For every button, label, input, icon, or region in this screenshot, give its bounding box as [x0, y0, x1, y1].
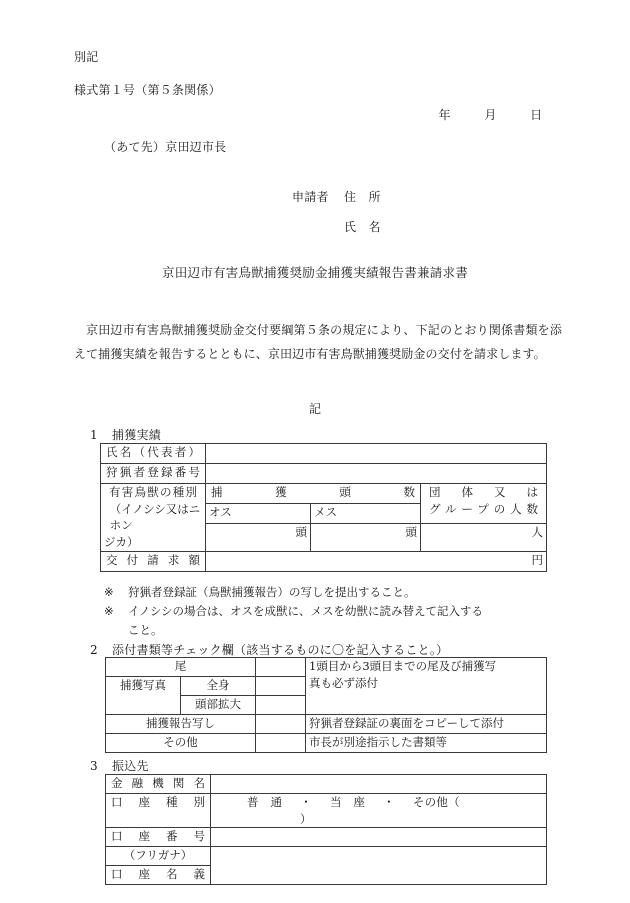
account-type-separator: ・: [383, 795, 395, 809]
species-label-line3: ジカ）: [104, 535, 139, 550]
account-type-separator: ・: [300, 795, 312, 809]
table-row: [106, 847, 547, 866]
furigana-label-cell: （フリガナ）: [106, 847, 211, 866]
group-count-unit: 人: [531, 525, 544, 540]
table-row: [101, 444, 547, 464]
capture-report-copy-note-cell: 狩猟者登録証の裏面をコピーして添付: [306, 715, 547, 734]
group-header-line1: 団体又は: [429, 485, 539, 499]
male-count-unit: 頭: [295, 525, 307, 540]
amount-label-cell: 交付請求額: [101, 551, 206, 571]
group-count-header: [421, 484, 547, 524]
table-row: [106, 775, 547, 794]
female-label-cell: メス: [311, 504, 421, 524]
section-2-number: 2: [90, 643, 98, 657]
table-row: [101, 551, 547, 571]
note-mark-icon: ※: [104, 585, 114, 599]
photo-note-line2: 真も必ず添付: [309, 675, 378, 690]
note-item: [104, 584, 554, 602]
note-item: [104, 603, 554, 621]
full-body-label-cell: 全身: [181, 677, 256, 696]
species-label-cell: [101, 484, 206, 552]
account-holder-label-cell: 口座名義: [106, 866, 211, 885]
section-2-heading: [90, 641, 448, 658]
photo-note-cell: [306, 658, 547, 715]
bank-name-label-cell: 金融機関名: [106, 775, 211, 794]
section-1-title: 捕獲実績: [112, 428, 161, 442]
head-closeup-check-cell[interactable]: [256, 696, 306, 715]
male-label-cell: オス: [206, 504, 311, 524]
name-label-cell: 氏名（代表者）: [101, 444, 206, 464]
head-closeup-label-cell: 頭部拡大: [181, 696, 256, 715]
account-type-options-cell[interactable]: [211, 794, 547, 828]
applicant-address-label: 住 所: [344, 190, 381, 204]
full-body-check-cell[interactable]: [256, 677, 306, 696]
ki-marker: 記: [308, 402, 321, 416]
addressee: （あて先）京田辺市長: [104, 140, 227, 154]
table-row: [106, 794, 547, 828]
section-1-number: 1: [90, 428, 98, 442]
table-row: [106, 828, 547, 847]
applicant-label: 申請者: [292, 190, 329, 204]
applicant-name-row: [292, 218, 381, 235]
other-label-cell: その他: [106, 734, 256, 753]
other-check-cell[interactable]: [256, 734, 306, 753]
bank-transfer-table: [105, 774, 547, 885]
capture-results-table: [100, 443, 547, 572]
account-type-current[interactable]: 当 座: [329, 795, 366, 809]
annex-label: 別記: [74, 50, 99, 64]
note-continuation: こと。: [128, 622, 163, 637]
table-row: [101, 484, 547, 504]
species-label-line1: 有害鳥獣の種別: [109, 485, 197, 499]
account-number-label-cell: 口座番号: [106, 828, 211, 847]
amount-unit: 円: [531, 552, 544, 567]
table-row: [106, 658, 547, 677]
hunter-number-input-cell[interactable]: [206, 464, 547, 484]
date-year-label: 年: [438, 108, 451, 122]
group-count-input-cell[interactable]: [421, 524, 547, 551]
amount-input-cell[interactable]: [206, 551, 547, 571]
female-count-input-cell[interactable]: [311, 524, 421, 551]
section-3-title: 振込先: [112, 759, 149, 773]
account-type-other[interactable]: その他（: [412, 795, 460, 809]
species-label-line2: （イノシシ又はニホン: [109, 501, 201, 533]
section-3-number: 3: [90, 759, 98, 773]
table-row: [106, 734, 547, 753]
photo-note-line1: 1頭目から3頭目までの尾及び捕獲写: [309, 659, 497, 673]
date-month-label: 月: [484, 108, 497, 122]
note-text: イノシシの場合は、オスを成獣に、メスを幼獣に読み替えて記入する: [128, 603, 483, 618]
other-note-cell: 市長が別途指示した書類等: [306, 734, 547, 753]
applicant-address-row: [292, 188, 381, 205]
note-mark-icon: ※: [104, 603, 114, 618]
table-row: [106, 715, 547, 734]
applicant-name-label: 氏 名: [344, 220, 381, 234]
account-number-input-cell[interactable]: [211, 828, 547, 847]
capture-photo-label-cell: 捕獲写真: [106, 677, 181, 715]
hunter-number-label-cell: 狩猟者登録番号: [101, 464, 206, 484]
page-title: 京田辺市有害鳥獣捕獲奨励金捕獲実績報告書兼請求書: [161, 265, 468, 280]
bank-name-input-cell[interactable]: [211, 775, 547, 794]
date-day-label: 日: [530, 108, 543, 122]
account-type-other-close: ）: [300, 811, 312, 826]
form-number: 様式第１号（第５条関係）: [74, 83, 221, 97]
male-count-input-cell[interactable]: [206, 524, 311, 551]
attachment-checklist-table: [105, 657, 547, 753]
account-holder-input-cell[interactable]: [211, 847, 547, 885]
group-header-line2: グループの人数: [429, 501, 539, 516]
note-text: 狩猟者登録証（鳥獣捕獲報告）の写しを提出すること。: [128, 585, 416, 599]
female-count-unit: 頭: [405, 525, 417, 540]
account-type-ordinary[interactable]: 普 通: [247, 795, 283, 809]
name-input-cell[interactable]: [206, 444, 547, 464]
section-3-heading: [90, 757, 149, 774]
tail-check-cell[interactable]: [256, 658, 306, 677]
header-block: [74, 48, 564, 114]
section-2-title: 添付書類等チェック欄（該当するものに〇を記入すること。）: [112, 643, 449, 657]
section-1-heading: [90, 426, 161, 443]
capture-report-copy-label-cell: 捕獲報告写し: [106, 715, 256, 734]
capture-count-header: 捕獲頭数: [206, 484, 421, 504]
applicant-block: [292, 188, 381, 248]
capture-report-copy-check-cell[interactable]: [256, 715, 306, 734]
account-type-label-cell: 口座種別: [106, 794, 211, 828]
date-line: [74, 106, 564, 123]
body-paragraph: 京田辺市有害鳥獣捕獲奨励金交付要綱第５条の規定により、下記のとおり関係書類を添えて捕獲実績を報告するとともに、京田辺市有害鳥獣捕獲奨励金の交付を請求します。: [74, 323, 562, 361]
account-type-options: [214, 795, 469, 826]
section-1-notes: [104, 584, 554, 639]
table-row: [101, 464, 547, 484]
tail-label-cell: 尾: [106, 658, 256, 677]
